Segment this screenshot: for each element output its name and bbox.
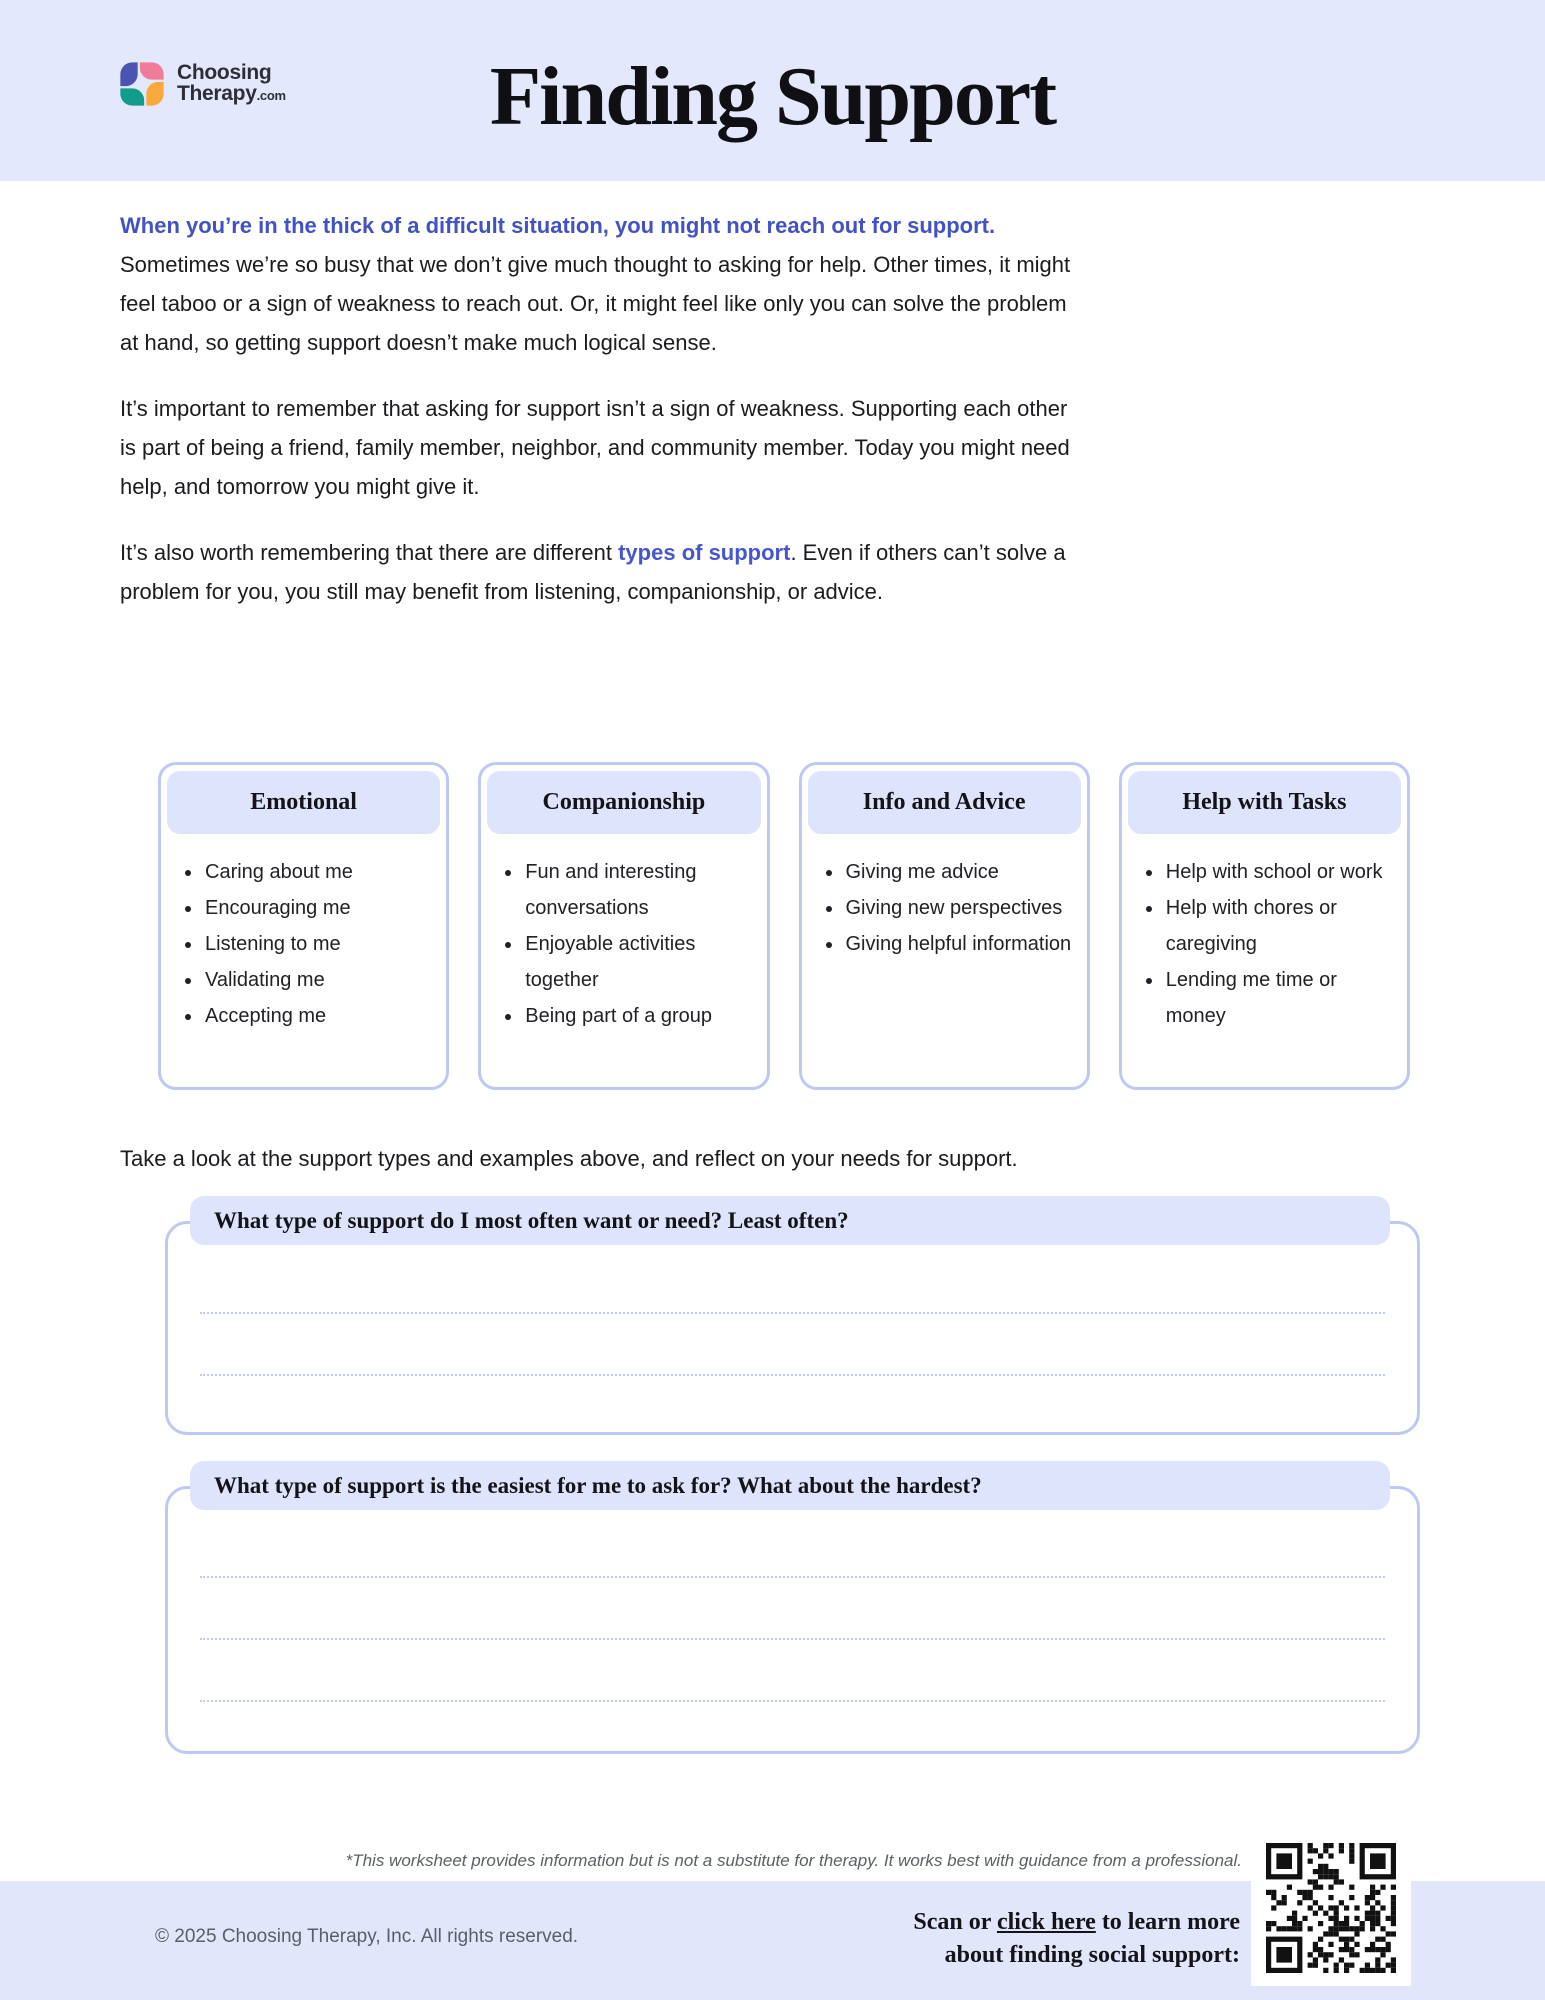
- reflection-instruction: Take a look at the support types and examples above, and reflect on your needs for support.: [120, 1146, 1018, 1171]
- scan-cta: Scan or click here to learn more about finding social support:: [913, 1909, 1240, 1968]
- card-title: Companionship: [487, 771, 760, 834]
- card-item: • Fun and interesting conversations: [523, 854, 754, 926]
- intro-section: [120, 206, 1088, 638]
- answer-line[interactable]: [200, 1374, 1385, 1376]
- card-item-list: [808, 854, 1081, 962]
- card-item: • Giving new perspectives: [844, 890, 1075, 926]
- card-title: Info and Advice: [808, 771, 1081, 834]
- card-item: • Caring about me: [203, 854, 434, 890]
- card-item: • Lending me time or money: [1164, 962, 1395, 1034]
- card-item: • Help with school or work: [1164, 854, 1395, 890]
- card-item-list: [1128, 854, 1401, 1034]
- card-item-list: [167, 854, 440, 1034]
- question-1-answer-area[interactable]: [165, 1221, 1420, 1435]
- answer-line[interactable]: [200, 1576, 1385, 1578]
- question-2-prompt: What type of support is the easiest for me to ask for? What about the hardest?: [190, 1461, 1390, 1510]
- support-type-cards: [158, 762, 1410, 1090]
- card-item: • Enjoyable activities together: [523, 926, 754, 998]
- qr-code: [1251, 1829, 1411, 1986]
- disclaimer-text: *This worksheet provides information but is not a substitute for therapy. It works best with guidance from a professional.: [345, 1851, 1242, 1870]
- answer-line[interactable]: [200, 1638, 1385, 1640]
- card-info-and-advice: [799, 762, 1090, 1090]
- card-item: • Being part of a group: [523, 998, 754, 1034]
- card-item: • Encouraging me: [203, 890, 434, 926]
- card-title: Emotional: [167, 771, 440, 834]
- answer-line[interactable]: [200, 1312, 1385, 1314]
- card-item: • Giving me advice: [844, 854, 1075, 890]
- intro-paragraph-3: It’s also worth remembering that there are different types of support. Even if others can’t solve a problem for you, you still may benefit from listening, companionship, or advice.: [120, 540, 1066, 604]
- question-2-answer-area[interactable]: [165, 1486, 1420, 1754]
- types-of-support-link[interactable]: types of support: [618, 540, 791, 565]
- copyright-text: © 2025 Choosing Therapy, Inc. All rights reserved.: [155, 1926, 579, 1947]
- card-item: • Accepting me: [203, 998, 434, 1034]
- card-item: • Help with chores or caregiving: [1164, 890, 1395, 962]
- logo-wordmark: Choosing Therapy.com: [177, 61, 286, 105]
- click-here-link[interactable]: click here: [996, 1909, 1096, 1935]
- page-title: Finding Support: [489, 50, 1056, 143]
- card-item: • Giving helpful information: [844, 926, 1075, 962]
- card-item: • Listening to me: [203, 926, 434, 962]
- card-title: Help with Tasks: [1128, 771, 1401, 834]
- intro-highlight: When you’re in the thick of a difficult situation, you might not reach out for support.: [120, 213, 996, 238]
- answer-line[interactable]: [200, 1700, 1385, 1702]
- card-companionship: [478, 762, 769, 1090]
- card-item: • Validating me: [203, 962, 434, 998]
- card-emotional: [158, 762, 449, 1090]
- intro-paragraph-1: When you’re in the thick of a difficult situation, you might not reach out for support. Sometimes we’re so busy that we don’t give much thought to asking for help. Other times, it might feel taboo or a sign of weakness to reach out. Or, it might feel like only you can solve the problem at hand, so getting support doesn’t make much logical sense.: [120, 206, 1088, 362]
- card-item-list: [487, 854, 760, 1034]
- intro-paragraph-2: It’s important to remember that asking for support isn’t a sign of weakness. Supporting each other is part of being a friend, family member, neighbor, and community member. Today you might need help, and tomorrow you might give it.: [120, 396, 1070, 499]
- question-1-prompt: What type of support do I most often want or need? Least often?: [190, 1196, 1390, 1245]
- card-help-with-tasks: [1119, 762, 1410, 1090]
